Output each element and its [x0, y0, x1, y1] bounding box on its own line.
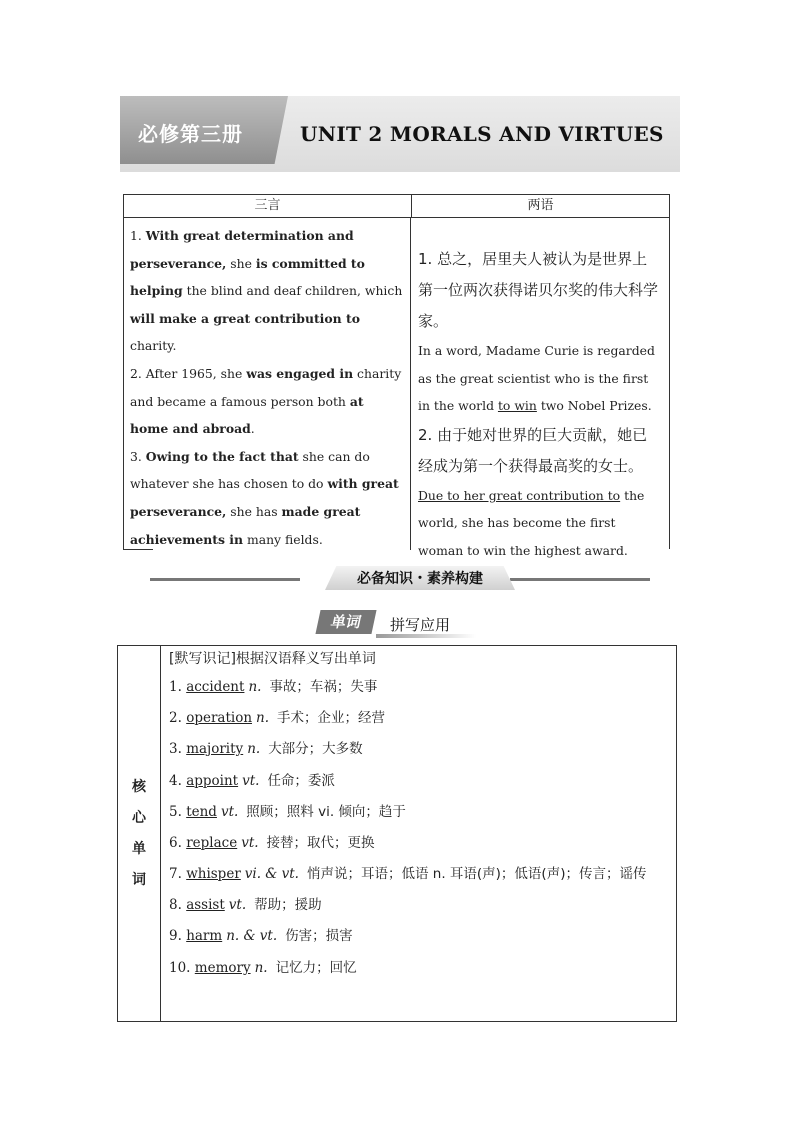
left-column — [124, 218, 411, 550]
answer-blank: to win — [497, 398, 537, 414]
unit-title: UNIT 2 MORALS AND VIRTUES — [300, 122, 664, 146]
answer-word: harm — [186, 928, 223, 945]
translation-1-en: In a word, Madame Curie is regarded as the great scientist who is the first in the world to win two Nobel Prizes. — [418, 343, 655, 414]
translation-2-en: Due to her great contribution to the world, she has become the first woman to win the highest award. — [418, 487, 645, 558]
sentence-2: 2. After 1965, she was engaged in charity and became a famous person both at home and abroad. — [130, 365, 402, 437]
table-foot-line — [123, 549, 153, 550]
section-title: 必备知识・素养构建 — [357, 571, 483, 587]
unit-banner — [120, 96, 680, 172]
answer-word: assist — [186, 897, 225, 914]
subheading — [318, 610, 478, 638]
divider-line-left — [150, 578, 300, 581]
subheading-tag: 单词 — [315, 610, 376, 634]
answer-word: tend — [186, 803, 217, 820]
header-left: 三言 — [124, 195, 412, 217]
sentence-3: 3. Owing to the fact that she can do whatever she has chosen to do with great perseverance, she has made great achievements in many fields. — [130, 448, 399, 547]
answer-word: accident — [186, 679, 245, 695]
answer-word: replace — [186, 835, 238, 852]
vocab-item: 1. accident n. 事故；车祸；失事 — [169, 679, 378, 695]
right-column — [411, 218, 669, 558]
sentences-table — [123, 194, 670, 558]
answer-word: operation — [186, 710, 253, 727]
vocab-item: 3. majority n. 大部分；大多数 — [169, 741, 363, 758]
subheading-label: 拼写应用 — [390, 616, 451, 634]
divider-line-right — [510, 578, 650, 581]
book-label: 必修第三册 — [138, 122, 243, 146]
answer-word: memory — [194, 959, 251, 976]
vocab-item: 6. replace vt. 接替；取代；更换 — [169, 835, 375, 852]
vocab-instruction: [默写识记]根据汉语释义写出单词 — [169, 651, 376, 667]
answer-blank: Due to her great contribution to — [418, 487, 621, 503]
vocab-item: 8. assist vt. 帮助；援助 — [169, 897, 322, 914]
vocab-list — [161, 646, 676, 1021]
vocab-item: 2. operation n. 手术；企业；经营 — [169, 710, 386, 727]
sentence-1: 1. With great determination and perseverance, she is committed to helping the blind and deaf children, which will make a great contribution to charity. — [130, 228, 403, 354]
translation-2-zh: 2. 由于她对世界的巨大贡献，她已经成为第一个获得最高奖的女士。 — [418, 425, 648, 475]
translation-1-zh: 1. 总之，居里夫人被认为是世界上第一位两次获得诺贝尔奖的伟大科学家。 — [418, 250, 659, 330]
header-right: 两语 — [527, 198, 554, 213]
section-divider — [150, 566, 650, 594]
table-header — [124, 195, 669, 218]
vocab-table — [117, 645, 677, 1022]
answer-word: whisper — [186, 866, 241, 883]
answer-word: appoint — [186, 772, 239, 789]
subheading-underline — [376, 634, 476, 638]
vocab-item: 10. memory n. 记忆力；回忆 — [169, 959, 357, 976]
vocab-item: 5. tend vt. 照顾；照料 vi. 倾向；趋于 — [169, 803, 406, 820]
answer-word: majority — [186, 741, 244, 758]
vocab-side-label: 核 心 单 词 — [118, 646, 161, 1021]
vocab-item: 4. appoint vt. 任命；委派 — [169, 772, 335, 789]
vocab-item: 7. whisper vi. & vt. 悄声说；耳语；低语 n. 耳语(声)；低语(声)；传言；谣传 — [169, 866, 647, 883]
vocab-item: 9. harm n. & vt. 伤害；损害 — [169, 928, 353, 945]
